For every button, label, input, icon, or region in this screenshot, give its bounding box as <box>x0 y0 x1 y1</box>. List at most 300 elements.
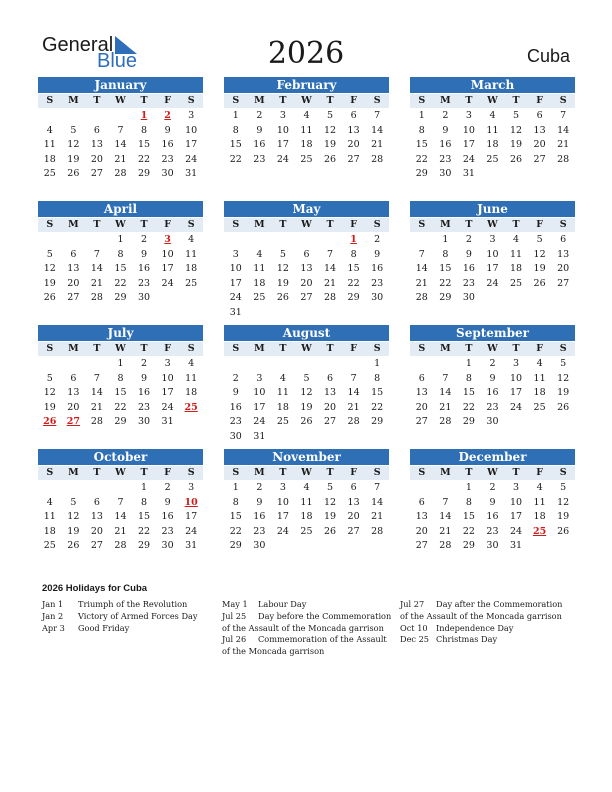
day-cell: 21 <box>114 153 127 165</box>
weekday-label: M <box>68 219 79 230</box>
day-cell: 11 <box>533 372 546 384</box>
day-cell: 23 <box>486 401 499 413</box>
day-cell: 30 <box>486 540 499 551</box>
empty-cell <box>85 357 109 372</box>
weekday-label: W <box>115 95 126 106</box>
day-cell: 30 <box>486 416 499 427</box>
day-cell: 27 <box>67 292 80 303</box>
day-cell: 26 <box>557 401 570 413</box>
weekday-label: S <box>187 467 195 478</box>
weekday-label: T <box>93 95 101 106</box>
day-cell: 15 <box>137 511 151 522</box>
month-july <box>38 325 203 430</box>
day-cell: 19 <box>509 139 523 150</box>
day-cell: 12 <box>557 496 570 508</box>
weekday-label: M <box>254 219 265 230</box>
day-cell: 21 <box>90 401 103 413</box>
day-cell: 13 <box>415 511 428 522</box>
day-grid <box>224 233 389 320</box>
holiday-item <box>42 599 212 611</box>
day-cell: 19 <box>323 511 337 522</box>
day-cell: 8 <box>141 124 148 136</box>
empty-cell <box>434 357 458 372</box>
day-cell: 18 <box>253 277 266 289</box>
day-grid <box>38 357 203 430</box>
day-cell: 29 <box>371 416 384 427</box>
day-cell: 19 <box>67 525 80 537</box>
day-cell: 18 <box>43 525 56 537</box>
day-cell: 18 <box>533 387 546 398</box>
day-cell: 2 <box>489 358 496 369</box>
weekday-label: T <box>326 219 334 230</box>
weekday-label: T <box>326 467 334 478</box>
day-cell: 17 <box>509 387 523 398</box>
day-cell: 10 <box>509 372 523 384</box>
day-cell: 19 <box>557 511 570 522</box>
day-cell: 3 <box>513 358 520 369</box>
holiday-name: Triumph of the Revolution <box>78 599 188 609</box>
weekday-label: F <box>164 219 171 230</box>
day-cell: 27 <box>347 525 360 537</box>
holiday-date: Oct 10 <box>400 622 428 633</box>
day-cell: 30 <box>137 292 151 303</box>
day-cell: 25 <box>43 540 56 551</box>
day-cell: 20 <box>533 139 546 150</box>
day-cell: 17 <box>185 511 198 522</box>
day-cell: 8 <box>117 248 124 260</box>
day-cell: 2 <box>442 110 449 121</box>
month-september <box>410 325 575 430</box>
day-cell: 21 <box>371 511 384 522</box>
day-cell: 7 <box>442 496 449 508</box>
holiday-item <box>42 623 212 635</box>
holiday-name: Day after the Commemoration of the Assault of the Moncada garrison <box>400 599 563 621</box>
day-cell: 26 <box>43 292 56 303</box>
day-grid <box>38 233 203 306</box>
month-april <box>38 201 203 306</box>
weekday-label: W <box>487 467 498 478</box>
day-cell: 18 <box>43 153 56 165</box>
day-cell: 29 <box>462 416 475 427</box>
day-cell: 25 <box>533 401 546 413</box>
empty-cell <box>410 481 434 496</box>
month-header: November <box>224 449 389 465</box>
day-cell: 26 <box>67 540 80 551</box>
day-cell: 29 <box>439 292 452 303</box>
holiday-name: Labour Day <box>258 599 307 609</box>
holiday-date: Jul 26 <box>222 634 247 645</box>
day-cell: 2 <box>465 234 472 245</box>
day-cell: 27 <box>533 153 546 165</box>
weekday-label: T <box>93 343 101 354</box>
holidays-column-2 <box>222 599 392 658</box>
day-cell: 26 <box>67 168 80 179</box>
day-cell: 14 <box>114 139 127 150</box>
day-cell: 20 <box>90 153 103 165</box>
day-cell: 24 <box>276 525 289 537</box>
day-cell: 2 <box>164 482 171 493</box>
day-cell: 15 <box>229 511 242 522</box>
weekday-label: M <box>254 467 265 478</box>
day-cell: 11 <box>509 248 523 260</box>
holiday-name: Good Friday <box>78 622 130 633</box>
day-cell: 24 <box>161 401 174 413</box>
day-cell: 12 <box>300 387 313 398</box>
holiday-name: Day before the Commemoration of the Assault of the Moncada garrison <box>222 610 392 633</box>
day-cell: 29 <box>114 416 127 427</box>
day-cell: 8 <box>350 248 357 260</box>
day-cell: 19 <box>67 153 80 165</box>
month-header: June <box>410 201 575 217</box>
day-cell: 2 <box>256 110 263 121</box>
day-cell: 2 <box>374 234 381 245</box>
holiday-day-cell: 3 <box>164 234 171 245</box>
weekday-label: T <box>140 95 148 106</box>
empty-cell <box>318 233 342 248</box>
day-cell: 24 <box>185 153 198 165</box>
holiday-date: Jul 25 <box>222 610 247 621</box>
day-cell: 1 <box>465 482 472 493</box>
weekday-label: F <box>164 95 171 106</box>
day-cell: 4 <box>536 358 543 369</box>
empty-cell <box>38 109 62 124</box>
empty-cell <box>224 357 248 372</box>
day-cell: 10 <box>161 372 174 384</box>
day-cell: 1 <box>141 482 148 493</box>
day-grid <box>410 233 575 306</box>
day-cell: 11 <box>300 496 313 508</box>
weekday-label: T <box>512 343 520 354</box>
day-cell: 30 <box>137 416 151 427</box>
weekday-label: F <box>350 467 357 478</box>
day-cell: 10 <box>509 496 523 508</box>
empty-cell <box>38 357 62 372</box>
holiday-name: Commemoration of the Assault of the Moncada garrison <box>222 634 387 657</box>
day-cell: 11 <box>43 511 56 522</box>
day-cell: 26 <box>323 525 337 537</box>
day-cell: 23 <box>161 525 174 537</box>
weekday-label: F <box>536 467 543 478</box>
weekday-label: S <box>187 219 195 230</box>
day-cell: 9 <box>141 248 148 260</box>
weekday-label: M <box>68 95 79 106</box>
empty-cell <box>62 109 86 124</box>
weekday-label: S <box>559 467 567 478</box>
holiday-day-cell: 1 <box>140 110 148 121</box>
empty-cell <box>342 357 366 372</box>
day-cell: 9 <box>465 248 472 260</box>
month-header: January <box>38 77 203 93</box>
weekday-header <box>410 94 575 108</box>
weekday-label: T <box>279 219 287 230</box>
month-header: May <box>224 201 389 217</box>
holiday-item <box>222 634 392 658</box>
day-cell: 28 <box>371 525 384 537</box>
month-january <box>38 77 203 182</box>
day-cell: 1 <box>232 482 239 493</box>
day-cell: 19 <box>43 401 56 413</box>
day-cell: 5 <box>560 482 567 493</box>
month-june <box>410 201 575 306</box>
day-cell: 4 <box>46 124 53 136</box>
empty-cell <box>224 233 248 248</box>
weekday-label: F <box>350 95 357 106</box>
day-cell: 27 <box>415 416 428 427</box>
month-header: July <box>38 325 203 341</box>
empty-cell <box>109 481 133 496</box>
day-cell: 23 <box>229 416 242 427</box>
day-cell: 22 <box>229 525 242 537</box>
weekday-label: F <box>536 343 543 354</box>
day-cell: 12 <box>509 124 523 136</box>
month-header: December <box>410 449 575 465</box>
day-cell: 6 <box>418 496 425 508</box>
day-cell: 18 <box>185 263 198 274</box>
day-cell: 6 <box>327 372 334 384</box>
day-cell: 31 <box>185 540 198 551</box>
day-cell: 6 <box>418 372 425 384</box>
day-cell: 15 <box>229 139 242 150</box>
day-cell: 24 <box>161 277 174 289</box>
weekday-label: S <box>418 95 426 106</box>
day-cell: 29 <box>114 292 127 303</box>
day-cell: 31 <box>253 430 266 442</box>
day-cell: 18 <box>185 387 198 398</box>
weekday-label: S <box>418 467 426 478</box>
day-cell: 31 <box>161 416 174 427</box>
day-cell: 26 <box>300 416 313 427</box>
day-cell: 23 <box>137 401 151 413</box>
weekday-label: S <box>232 219 240 230</box>
day-cell: 30 <box>439 168 452 179</box>
month-header: March <box>410 77 575 93</box>
day-cell: 11 <box>43 139 56 150</box>
day-cell: 27 <box>323 416 337 427</box>
day-cell: 16 <box>486 511 499 522</box>
day-cell: 3 <box>279 110 286 121</box>
weekday-label: T <box>279 467 287 478</box>
day-cell: 19 <box>43 277 56 289</box>
day-cell: 16 <box>462 263 475 274</box>
weekday-header <box>38 94 203 108</box>
day-cell: 12 <box>43 263 56 274</box>
holiday-name: Independence Day <box>436 622 514 633</box>
empty-cell <box>109 109 133 124</box>
day-cell: 13 <box>347 124 360 136</box>
day-cell: 25 <box>300 525 313 537</box>
day-cell: 21 <box>557 139 570 150</box>
day-cell: 12 <box>557 372 570 384</box>
holiday-date: Jan 1 <box>42 599 64 609</box>
day-cell: 14 <box>90 263 103 274</box>
day-cell: 3 <box>513 482 520 493</box>
day-cell: 12 <box>323 124 337 136</box>
day-cell: 13 <box>67 263 80 274</box>
day-cell: 30 <box>161 540 174 551</box>
day-grid <box>38 481 203 554</box>
day-cell: 17 <box>486 263 499 274</box>
month-header: October <box>38 449 203 465</box>
day-cell: 3 <box>188 482 195 493</box>
day-cell: 22 <box>439 277 452 289</box>
day-cell: 22 <box>114 277 127 289</box>
day-cell: 14 <box>323 263 337 274</box>
day-cell: 9 <box>164 124 171 136</box>
day-cell: 8 <box>374 372 381 384</box>
day-cell: 14 <box>90 387 103 398</box>
weekday-label: F <box>536 95 543 106</box>
year-title: 2026 <box>267 36 345 71</box>
day-cell: 4 <box>188 358 195 369</box>
weekday-label: S <box>373 95 381 106</box>
day-cell: 28 <box>347 416 360 427</box>
empty-cell <box>62 481 86 496</box>
day-cell: 20 <box>557 263 570 274</box>
day-cell: 9 <box>256 124 263 136</box>
weekday-label: T <box>465 467 473 478</box>
day-cell: 17 <box>462 139 475 150</box>
weekday-label: T <box>140 219 148 230</box>
day-cell: 19 <box>276 277 289 289</box>
day-cell: 11 <box>486 124 499 136</box>
day-cell: 7 <box>560 110 567 121</box>
day-cell: 22 <box>462 401 475 413</box>
day-cell: 28 <box>439 540 452 551</box>
day-cell: 3 <box>489 234 496 245</box>
day-cell: 22 <box>347 277 360 289</box>
weekday-label: S <box>46 219 54 230</box>
weekday-label: W <box>487 219 498 230</box>
weekday-label: T <box>93 219 101 230</box>
holiday-date: Apr 3 <box>42 622 65 633</box>
day-cell: 3 <box>256 372 263 384</box>
day-cell: 3 <box>188 110 195 121</box>
weekday-label: T <box>512 219 520 230</box>
day-cell: 9 <box>489 372 496 384</box>
day-cell: 2 <box>489 482 496 493</box>
day-cell: 12 <box>67 511 80 522</box>
weekday-label: F <box>350 219 357 230</box>
weekday-label: T <box>140 467 148 478</box>
day-cell: 5 <box>513 110 520 121</box>
day-cell: 16 <box>161 511 174 522</box>
day-cell: 1 <box>374 358 381 369</box>
day-cell: 9 <box>232 387 239 398</box>
day-cell: 27 <box>347 153 360 165</box>
day-cell: 5 <box>327 482 334 493</box>
weekday-label: T <box>512 467 520 478</box>
day-cell: 9 <box>256 496 263 508</box>
day-cell: 27 <box>557 277 570 289</box>
day-cell: 5 <box>560 358 567 369</box>
day-cell: 31 <box>185 168 198 179</box>
day-grid <box>410 109 575 182</box>
day-cell: 21 <box>415 277 428 289</box>
holiday-day-cell: 25 <box>184 401 198 413</box>
day-cell: 16 <box>371 263 384 274</box>
day-cell: 8 <box>232 496 239 508</box>
day-grid <box>224 109 389 167</box>
day-cell: 21 <box>90 277 103 289</box>
day-cell: 6 <box>350 482 357 493</box>
day-cell: 16 <box>137 263 151 274</box>
weekday-label: F <box>164 467 171 478</box>
day-cell: 4 <box>489 110 496 121</box>
day-cell: 20 <box>347 511 360 522</box>
day-cell: 13 <box>300 263 313 274</box>
day-cell: 6 <box>536 110 543 121</box>
weekday-label: S <box>187 95 195 106</box>
holiday-date: Dec 25 <box>400 634 430 645</box>
day-cell: 26 <box>557 525 570 537</box>
day-cell: 26 <box>509 153 523 165</box>
day-cell: 11 <box>300 124 313 136</box>
weekday-label: S <box>232 467 240 478</box>
day-cell: 6 <box>93 124 100 136</box>
empty-cell <box>295 233 319 248</box>
day-cell: 23 <box>439 153 452 165</box>
empty-cell <box>38 481 62 496</box>
weekday-label: W <box>301 467 312 478</box>
day-cell: 8 <box>117 372 124 384</box>
weekday-header <box>38 218 203 232</box>
day-cell: 23 <box>486 525 499 537</box>
empty-cell <box>434 481 458 496</box>
day-cell: 20 <box>415 525 428 537</box>
day-cell: 12 <box>276 263 289 274</box>
weekday-label: M <box>68 343 79 354</box>
day-cell: 13 <box>533 124 546 136</box>
day-cell: 15 <box>114 263 127 274</box>
day-cell: 14 <box>439 511 452 522</box>
weekday-label: T <box>326 343 334 354</box>
day-cell: 14 <box>557 124 570 136</box>
empty-cell <box>62 357 86 372</box>
day-cell: 28 <box>415 292 428 303</box>
day-cell: 26 <box>276 292 289 303</box>
day-cell: 29 <box>229 540 242 551</box>
day-cell: 5 <box>46 248 53 260</box>
empty-cell <box>318 357 342 372</box>
day-cell: 28 <box>114 540 127 551</box>
day-cell: 25 <box>300 153 313 165</box>
day-cell: 6 <box>560 234 567 245</box>
weekday-label: M <box>440 219 451 230</box>
weekday-label: S <box>559 95 567 106</box>
month-march <box>410 77 575 182</box>
day-cell: 6 <box>350 110 357 121</box>
weekday-label: W <box>115 343 126 354</box>
weekday-label: W <box>115 219 126 230</box>
day-cell: 15 <box>415 139 428 150</box>
day-cell: 15 <box>137 139 151 150</box>
day-cell: 21 <box>323 277 337 289</box>
holidays-column-3 <box>400 599 572 646</box>
weekday-label: M <box>254 95 265 106</box>
weekday-header <box>224 218 389 232</box>
day-cell: 7 <box>442 372 449 384</box>
day-cell: 24 <box>509 401 523 413</box>
day-cell: 4 <box>513 234 520 245</box>
day-cell: 12 <box>323 496 337 508</box>
day-cell: 23 <box>253 153 266 165</box>
day-cell: 7 <box>374 110 381 121</box>
empty-cell <box>248 357 272 372</box>
day-cell: 14 <box>371 124 384 136</box>
day-grid <box>410 481 575 554</box>
day-cell: 20 <box>67 401 80 413</box>
logo <box>42 34 142 74</box>
